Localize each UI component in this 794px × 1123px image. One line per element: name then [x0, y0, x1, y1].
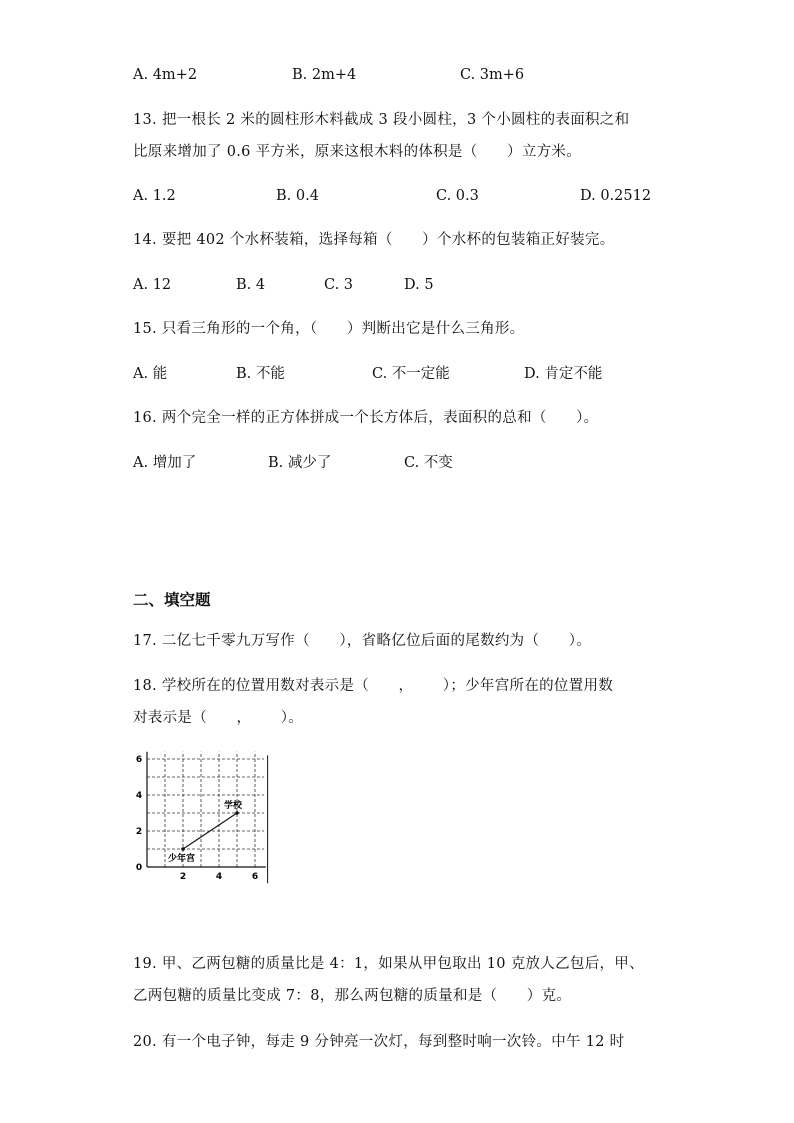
q12-option-a: A. 4m+2 — [133, 67, 198, 83]
q20-text-line1: 20. 有一个电子钟，每走 9 分钟亮一次灯，每到整时响一次铃。中午 12 时 — [133, 1034, 625, 1050]
q13-option-a: A. 1.2 — [133, 188, 176, 204]
q12-option-c: C. 3m+6 — [460, 67, 525, 83]
y-tick-label: 2 — [135, 827, 143, 837]
q14-option-b: B. 4 — [236, 277, 266, 293]
q16-text-line1: 16. 两个完全一样的正方体拼成一个长方体后，表面积的总和（ ）。 — [133, 410, 599, 426]
q13-text-line2: 比原来增加了 0.6 平方米，原来这根木料的体积是（ ）立方米。 — [133, 144, 582, 160]
data-point — [235, 811, 239, 815]
q19-text-line1: 19. 甲、乙两包糖的质量比是 4：1，如果从甲包取出 10 克放人乙包后，甲、 — [133, 956, 644, 972]
coordinate-grid-chart — [130, 748, 275, 888]
point-label: 学校 — [224, 801, 243, 811]
q17-text-line1: 17. 二亿七千零九万写作（ ），省略亿位后面的尾数约为（ ）。 — [133, 633, 592, 649]
q15-text-line1: 15. 只看三角形的一个角，（ ）判断出它是什么三角形。 — [133, 321, 525, 337]
q12-option-b: B. 2m+4 — [292, 67, 357, 83]
q13-text-line1: 13. 把一根长 2 米的圆柱形木料截成 3 段小圆柱，3 个小圆柱的表面积之和 — [133, 112, 630, 128]
q15-option-a: A. 能 — [133, 366, 168, 382]
q15-option-d: D. 肯定不能 — [524, 366, 603, 382]
q13-option-d: D. 0.2512 — [580, 188, 652, 204]
q16-option-b: B. 减少了 — [268, 455, 332, 471]
x-tick-label: 4 — [215, 872, 223, 882]
q18-text-line1: 18. 学校所在的位置用数对表示是（ ， ）；少年宫所在的位置用数 — [133, 678, 614, 694]
q13-option-c: C. 0.3 — [436, 188, 479, 204]
q16-option-a: A. 增加了 — [133, 455, 197, 471]
y-tick-label: 6 — [135, 755, 143, 765]
y-tick-label: 4 — [135, 791, 143, 801]
q14-text-line1: 14. 要把 402 个水杯装箱，选择每箱（ ）个水杯的包装箱正好装完。 — [133, 232, 615, 248]
q14-option-a: A. 12 — [133, 277, 172, 293]
q19-text-line2: 乙两包糖的质量比变成 7：8，那么两包糖的质量和是（ ）克。 — [133, 988, 572, 1004]
section-heading: 二、填空题 — [133, 591, 211, 609]
q13-option-b: B. 0.4 — [276, 188, 319, 204]
q14-option-c: C. 3 — [324, 277, 354, 293]
x-tick-label: 6 — [251, 872, 259, 882]
x-tick-label: 2 — [179, 872, 187, 882]
point-label: 少年宫 — [168, 854, 196, 864]
q14-option-d: D. 5 — [404, 277, 434, 293]
q15-option-c: C. 不一定能 — [372, 366, 450, 382]
q15-option-b: B. 不能 — [236, 366, 285, 382]
y-tick-label: 0 — [135, 863, 143, 873]
data-point — [181, 847, 185, 851]
q16-option-c: C. 不变 — [404, 455, 453, 471]
q18-text-line2: 对表示是（ ， ）。 — [133, 710, 304, 726]
